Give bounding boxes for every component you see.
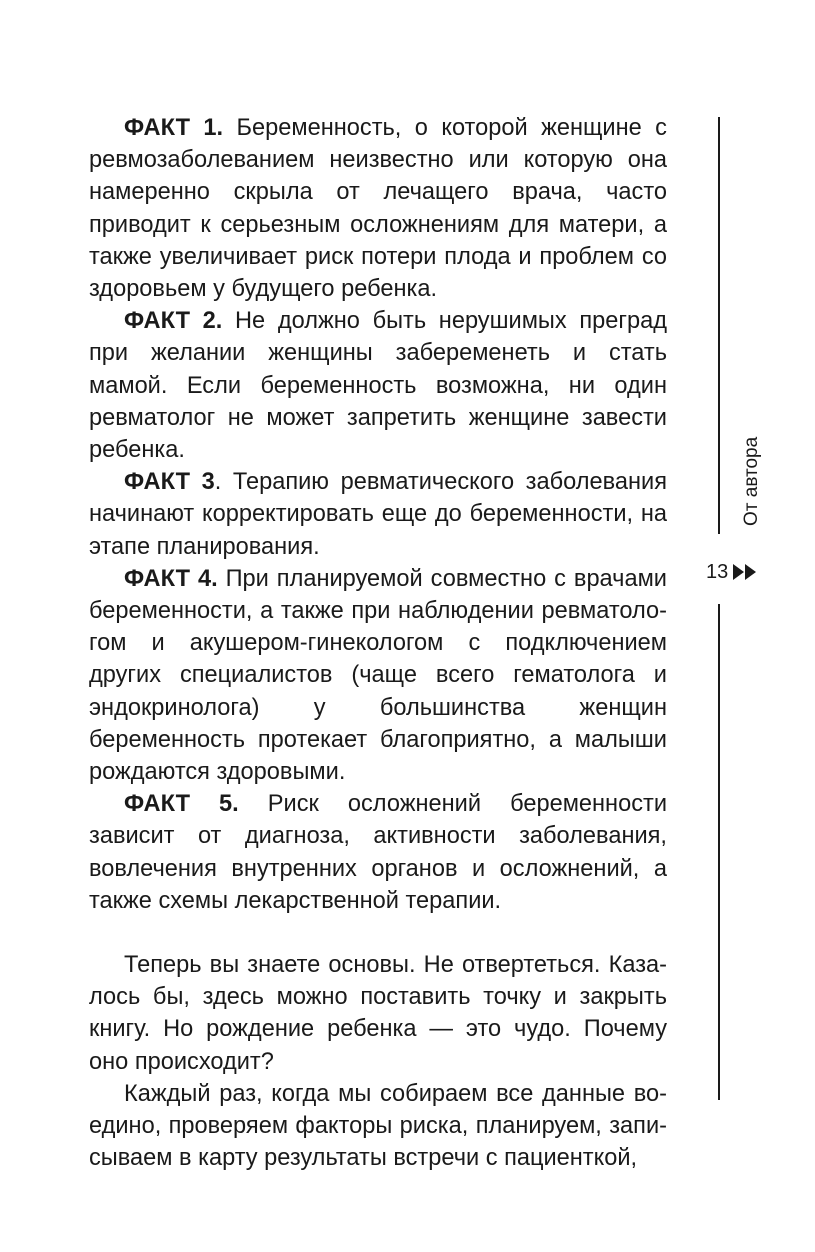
fact-2-label: ФАКТ 2. [124, 308, 223, 335]
running-head-section: От автора [741, 436, 762, 526]
margin-rule-bottom [718, 604, 720, 1100]
fact-1-text: Беременность, о которой женщине с ревмозаболеванием неизвестно или которую она намеренно скрыла от лечащего врача, часто приводит к серьезным осложнениям для матери, а также увеличивает риск потери плода и проблем со здоровьем у будущего ребенка. [89, 115, 667, 303]
fact-2-paragraph [89, 305, 667, 466]
fact-3-text: . Терапию ревматического заболевания начинают корректировать еще до беременности, на этапе планирования. [89, 469, 667, 560]
fact-5-paragraph [89, 788, 667, 917]
fact-1-label: ФАКТ 1. [124, 115, 224, 141]
body-paragraph-2: Каждый раз, когда мы собираем все данные воедино, проверяем факторы риска, планируем, записываем в карту результаты встречи с пациенткой, [89, 1080, 667, 1172]
fact-4-paragraph [89, 563, 667, 788]
fact-2-text: Не должно быть нерушимых преград при желании женщины забеременеть и стать мамой. Если беременность возможна, ни один ревматолог не может запретить женщине завести ребенка. [89, 308, 667, 464]
page-number: 13 [706, 561, 729, 583]
fact-4-text: При планируемой совместно с врачами беременности, а также при наблюдении ревматологом и акушером-гинекологом с подключением других специалистов (чаще всего гематолога и эндокринолога) у большинства женщин беременность протекает благоприятно, а малыши рождаются здоровыми. [89, 565, 667, 786]
fact-1-paragraph [89, 112, 667, 305]
paragraph-spacer [89, 917, 667, 949]
fact-3-label: ФАКТ 3 [124, 469, 215, 496]
double-right-arrow-icon [733, 563, 757, 581]
body-paragraph-1: Теперь вы знаете основы. Не отвертеться. Казалось бы, здесь можно поставить точку и закрыть книгу. Но рождение ребенка — это чудо. Почему оно происходит? [89, 952, 667, 1075]
page-body [89, 112, 667, 1175]
margin-rule-top [718, 117, 720, 534]
fact-5-text: Риск осложнений беременности зависит от диагноза, активности заболевания, вовлечения внутренних органов и осложнений, а также схемы лекарственной терапии. [89, 791, 667, 914]
fact-5-label: ФАКТ 5. [124, 791, 239, 818]
fact-3-paragraph [89, 466, 667, 563]
fact-4-label: ФАКТ 4. [124, 565, 218, 592]
